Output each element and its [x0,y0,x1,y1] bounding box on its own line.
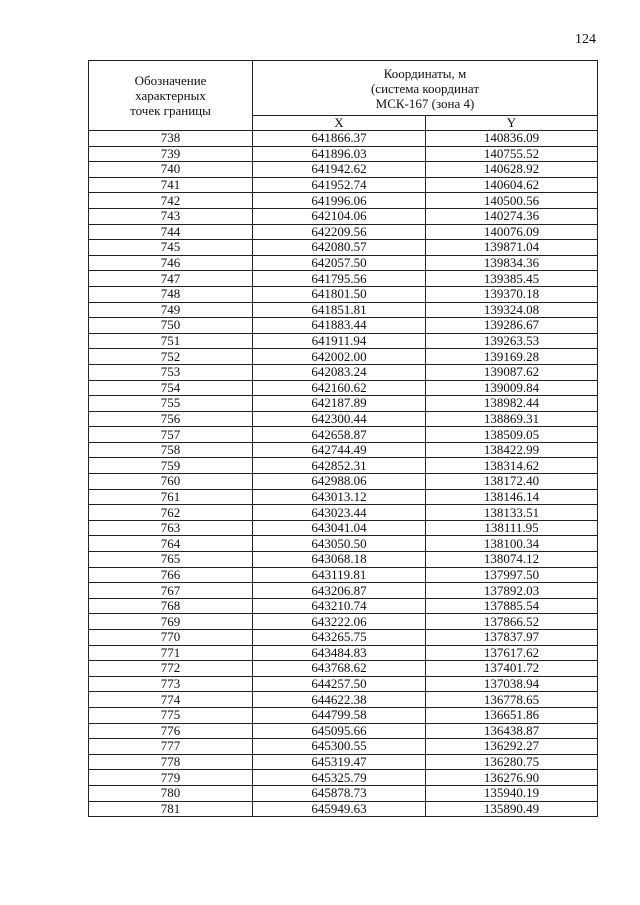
table-row [89,208,598,224]
point-number-cell: 774 [89,692,253,708]
x-coordinate-cell: 641952.74 [253,177,426,193]
header-coords-line: Координаты, м [383,65,467,81]
point-number-cell: 761 [89,489,253,505]
table-row [89,255,598,271]
x-coordinate-cell: 641851.81 [253,302,426,318]
x-coordinate-cell: 645325.79 [253,770,426,786]
table-row [89,333,598,349]
table-row [89,146,598,162]
x-coordinate-cell: 644799.58 [253,707,426,723]
point-number-cell: 741 [89,177,253,193]
y-coordinate-cell: 139834.36 [426,255,598,271]
table-row [89,286,598,302]
point-number-cell: 762 [89,505,253,521]
point-number-cell: 750 [89,318,253,334]
table-row [89,442,598,458]
table-row [89,302,598,318]
table-row [89,707,598,723]
x-coordinate-cell: 642300.44 [253,411,426,427]
point-number-cell: 756 [89,411,253,427]
y-coordinate-cell: 139324.08 [426,302,598,318]
point-number-cell: 775 [89,707,253,723]
point-number-cell: 754 [89,380,253,396]
page-number: 124 [575,32,596,47]
y-coordinate-cell: 138111.95 [426,520,598,536]
point-number-cell: 753 [89,364,253,380]
table-row [89,770,598,786]
table-row [89,692,598,708]
point-number-cell: 758 [89,442,253,458]
header-x: X [253,116,426,131]
x-coordinate-cell: 641911.94 [253,333,426,349]
point-number-cell: 745 [89,240,253,256]
y-coordinate-cell: 137885.54 [426,598,598,614]
y-coordinate-cell: 137866.52 [426,614,598,630]
y-coordinate-cell: 140500.56 [426,193,598,209]
x-coordinate-cell: 644622.38 [253,692,426,708]
table-row [89,131,598,147]
table-row [89,785,598,801]
x-coordinate-cell: 642209.56 [253,224,426,240]
table-row [89,645,598,661]
point-number-cell: 764 [89,536,253,552]
x-coordinate-cell: 643484.83 [253,645,426,661]
table-row [89,271,598,287]
y-coordinate-cell: 137837.97 [426,630,598,646]
point-number-cell: 772 [89,661,253,677]
y-coordinate-cell: 138982.44 [426,396,598,412]
point-number-cell: 739 [89,146,253,162]
point-number-cell: 759 [89,458,253,474]
table-row [89,474,598,490]
point-number-cell: 770 [89,630,253,646]
point-number-cell: 757 [89,427,253,443]
point-number-cell: 740 [89,162,253,178]
y-coordinate-cell: 136651.86 [426,707,598,723]
x-coordinate-cell: 642988.06 [253,474,426,490]
y-coordinate-cell: 138133.51 [426,505,598,521]
table-row [89,630,598,646]
header-point-designation [89,61,253,131]
point-number-cell: 778 [89,754,253,770]
table-row [89,177,598,193]
point-number-cell: 742 [89,193,253,209]
point-number-cell: 769 [89,614,253,630]
y-coordinate-cell: 137892.03 [426,583,598,599]
header-coordinates [253,61,598,116]
x-coordinate-cell: 643210.74 [253,598,426,614]
x-coordinate-cell: 645949.63 [253,801,426,817]
point-number-cell: 749 [89,302,253,318]
point-number-cell: 766 [89,567,253,583]
x-coordinate-cell: 641883.44 [253,318,426,334]
header-coords-line: МСК-167 (зона 4) [375,95,475,111]
x-coordinate-cell: 642160.62 [253,380,426,396]
point-number-cell: 771 [89,645,253,661]
x-coordinate-cell: 642658.87 [253,427,426,443]
table-row [89,739,598,755]
y-coordinate-cell: 140628.92 [426,162,598,178]
coordinates-table [88,60,598,817]
point-number-cell: 746 [89,255,253,271]
point-number-cell: 781 [89,801,253,817]
x-coordinate-cell: 642057.50 [253,255,426,271]
point-number-cell: 747 [89,271,253,287]
x-coordinate-cell: 643206.87 [253,583,426,599]
table-row [89,723,598,739]
point-number-cell: 780 [89,785,253,801]
y-coordinate-cell: 139169.28 [426,349,598,365]
y-coordinate-cell: 138172.40 [426,474,598,490]
y-coordinate-cell: 135940.19 [426,785,598,801]
y-coordinate-cell: 136292.27 [426,739,598,755]
point-number-cell: 748 [89,286,253,302]
y-coordinate-cell: 136438.87 [426,723,598,739]
point-number-cell: 763 [89,520,253,536]
x-coordinate-cell: 645095.66 [253,723,426,739]
x-coordinate-cell: 645300.55 [253,739,426,755]
table-row [89,505,598,521]
x-coordinate-cell: 642104.06 [253,208,426,224]
point-number-cell: 768 [89,598,253,614]
point-number-cell: 755 [89,396,253,412]
x-coordinate-cell: 641795.56 [253,271,426,287]
table-row [89,318,598,334]
y-coordinate-cell: 137997.50 [426,567,598,583]
x-coordinate-cell: 643041.04 [253,520,426,536]
y-coordinate-cell: 135890.49 [426,801,598,817]
x-coordinate-cell: 643265.75 [253,630,426,646]
y-coordinate-cell: 138074.12 [426,552,598,568]
point-number-cell: 743 [89,208,253,224]
x-coordinate-cell: 643222.06 [253,614,426,630]
point-number-cell: 765 [89,552,253,568]
table-row [89,458,598,474]
x-coordinate-cell: 641801.50 [253,286,426,302]
point-number-cell: 779 [89,770,253,786]
x-coordinate-cell: 642852.31 [253,458,426,474]
table-row [89,411,598,427]
point-number-cell: 752 [89,349,253,365]
x-coordinate-cell: 643119.81 [253,567,426,583]
y-coordinate-cell: 138146.14 [426,489,598,505]
x-coordinate-cell: 642083.24 [253,364,426,380]
x-coordinate-cell: 643068.18 [253,552,426,568]
x-coordinate-cell: 645878.73 [253,785,426,801]
y-coordinate-cell: 137038.94 [426,676,598,692]
table-row [89,676,598,692]
y-coordinate-cell: 139087.62 [426,364,598,380]
table-row [89,801,598,817]
point-number-cell: 777 [89,739,253,755]
x-coordinate-cell: 642080.57 [253,240,426,256]
table-row [89,349,598,365]
table-row [89,614,598,630]
table-row [89,598,598,614]
x-coordinate-cell: 642002.00 [253,349,426,365]
table-row [89,489,598,505]
x-coordinate-cell: 642187.89 [253,396,426,412]
table-row [89,396,598,412]
x-coordinate-cell: 644257.50 [253,676,426,692]
table-row [89,567,598,583]
point-number-cell: 776 [89,723,253,739]
x-coordinate-cell: 641942.62 [253,162,426,178]
table-row [89,162,598,178]
header-coords-line: (система координат [370,80,480,96]
y-coordinate-cell: 139286.67 [426,318,598,334]
table-row [89,240,598,256]
y-coordinate-cell: 140836.09 [426,131,598,147]
table-row [89,536,598,552]
y-coordinate-cell: 136280.75 [426,754,598,770]
header-point-line: Обозначение [134,73,207,88]
x-coordinate-cell: 645319.47 [253,754,426,770]
x-coordinate-cell: 643023.44 [253,505,426,521]
y-coordinate-cell: 139009.84 [426,380,598,396]
x-coordinate-cell: 643013.12 [253,489,426,505]
header-point-line: точек границы [130,103,211,118]
table-row [89,224,598,240]
y-coordinate-cell: 137617.62 [426,645,598,661]
y-coordinate-cell: 140274.36 [426,208,598,224]
point-number-cell: 751 [89,333,253,349]
y-coordinate-cell: 136778.65 [426,692,598,708]
y-coordinate-cell: 139385.45 [426,271,598,287]
x-coordinate-cell: 643050.50 [253,536,426,552]
y-coordinate-cell: 138422.99 [426,442,598,458]
table-row [89,193,598,209]
table-body [89,131,598,817]
y-coordinate-cell: 139263.53 [426,333,598,349]
y-coordinate-cell: 140604.62 [426,177,598,193]
y-coordinate-cell: 140076.09 [426,224,598,240]
y-coordinate-cell: 137401.72 [426,661,598,677]
y-coordinate-cell: 140755.52 [426,146,598,162]
table-row [89,583,598,599]
point-number-cell: 767 [89,583,253,599]
table-row [89,380,598,396]
table-row [89,520,598,536]
y-coordinate-cell: 139370.18 [426,286,598,302]
point-number-cell: 744 [89,224,253,240]
table-row [89,661,598,677]
x-coordinate-cell: 642744.49 [253,442,426,458]
y-coordinate-cell: 138509.05 [426,427,598,443]
header-y: Y [426,116,598,131]
x-coordinate-cell: 641896.03 [253,146,426,162]
y-coordinate-cell: 138869.31 [426,411,598,427]
table-row [89,552,598,568]
table-row [89,754,598,770]
y-coordinate-cell: 136276.90 [426,770,598,786]
y-coordinate-cell: 138100.34 [426,536,598,552]
point-number-cell: 760 [89,474,253,490]
y-coordinate-cell: 138314.62 [426,458,598,474]
x-coordinate-cell: 641866.37 [253,131,426,147]
x-coordinate-cell: 641996.06 [253,193,426,209]
header-point-line: характерных [135,88,206,103]
table-row [89,427,598,443]
point-number-cell: 773 [89,676,253,692]
y-coordinate-cell: 139871.04 [426,240,598,256]
table-row [89,364,598,380]
point-number-cell: 738 [89,131,253,147]
x-coordinate-cell: 643768.62 [253,661,426,677]
